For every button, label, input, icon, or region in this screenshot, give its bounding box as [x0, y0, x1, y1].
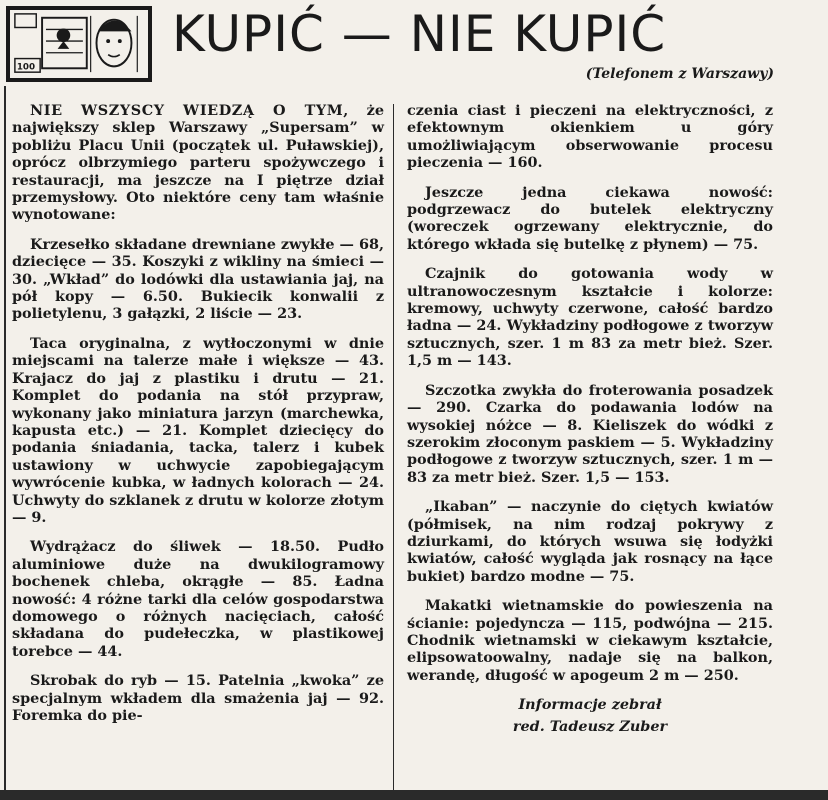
paragraph: Skrobak do ryb — 15. Patelnia „kwoka” ze specjalnym wkładem dla smażenia jaj — 92. Foremka do pie- [12, 672, 384, 724]
column-logo [6, 6, 152, 82]
bottom-border [0, 790, 828, 800]
paragraph: Makatki wietnamskie do powieszenia na ścianie: pojedyncza — 115, podwójna — 215. Chodnik wietnamski w ciekawym kształcie, elipsowatoowalny, nadaje się na balkon, werandę, długość w apogeum 2 m — 250. [407, 597, 773, 684]
left-column [12, 102, 384, 736]
paragraph: czenia ciast i pieczeni na elektryczności, z efektownym okienkiem u góry umożliwiającym obserwowanie procesu pieczenia — 160. [407, 102, 773, 172]
paragraph: Taca oryginalna, z wytłoczonymi w dnie miejscami na talerze małe i większe — 43. Krajacz do jaj z plastiku i drutu — 21. Komplet do podania na stół przypraw, wykonany jako miniatura jarzyn (marchewka, kapusta etc.) — 21. Komplet dziecięcy do podania śniadania, tacka, talerz i kubek ustawiony w uchwycie zapobiegającym wywrócenie kubka, w ładnych kolorach — 24. Uchwyty do szklanek z drutu w kolorze złotym — 9. [12, 334, 384, 526]
dateline: (Telefonem z Warszawy) [585, 66, 774, 82]
paragraph: Szczotka zwykła do froterowania posadzek — 290. Czarka do podawania lodów na wysokiej nóżce — 8. Kieliszek do wódki z szerokim złoconym paskiem — 5. Wykładziny podłogowe z tworzyw sztucznych, szer. 1 m — 83 za metr bież. Szer. 1,5 — 153. [407, 381, 773, 486]
paragraph: Czajnik do gotowania wody w ultranowoczesnym kształcie i kolorze: kremowy, uchwyty czerwone, całość bardzo ładna — 24. Wykładziny podłogowe z tworzyw sztucznych, szer. 1 m 83 za metr bież. Szer. 1,5 m — 143. [407, 265, 773, 370]
byline-line-1: Informacje zebrał [518, 696, 662, 714]
headline: KUPIĆ — NIE KUPIĆ [172, 5, 667, 63]
paragraph: Wydrążacz do śliwek — 18.50. Pudło aluminiowe duże na dwukilogramowy bochenek chleba, okrągłe — 85. Ładna nowość: 4 różne tarki dla celów gospodarstwa domowego o różnych nacięciach, całość składana do pudełeczka, w plastikowej torebce — 44. [12, 538, 384, 660]
lead-in: NIE WSZYSCY WIEDZĄ O TYM, [30, 102, 349, 119]
shopping-illustration-icon [10, 10, 148, 78]
logo-price-tag-text: 100 [16, 62, 36, 73]
paragraph: Jeszcze jedna ciekawa nowość: podgrzewacz do butelek elektryczny (woreczek ogrzewany elektrycznie, do którego wkłada się butelkę z płynem) — 75. [407, 183, 773, 253]
byline [407, 696, 773, 735]
column-divider [393, 104, 394, 790]
paragraph: Krzesełko składane drewniane zwykłe — 68, dziecięce — 35. Koszyki z wikliny na śmieci — 30. „Wkład” do lodówki dla ustawiania jaj, na pół kopy — 6.50. Bukiecik konwalii z polietylenu, 3 gałązki, 2 liście — 23. [12, 235, 384, 323]
paragraph-text: że największy sklep Warszawy „Supersam” w pobliżu Placu Unii (początek ul. Puławskiej), oprócz olbrzymiego parteru spożywczego i restauracji, ma jeszcze na I piętrze dział przemysłowy. Oto niektóre ceny tam właśnie wynotowane: [12, 102, 384, 224]
left-border-rule [4, 86, 6, 790]
paragraph [12, 102, 384, 224]
byline-author: red. Tadeusz Zuber [512, 717, 668, 735]
right-column [407, 102, 773, 739]
paragraph: „Ikaban” — naczynie do ciętych kwiatów (półmisek, na nim rodzaj pokrywy z dziurkami, do których wsuwa się łodyżki kwiatów, całość wygląda jak rosnący na łące bukiet) bardzo modne — 75. [407, 498, 773, 585]
